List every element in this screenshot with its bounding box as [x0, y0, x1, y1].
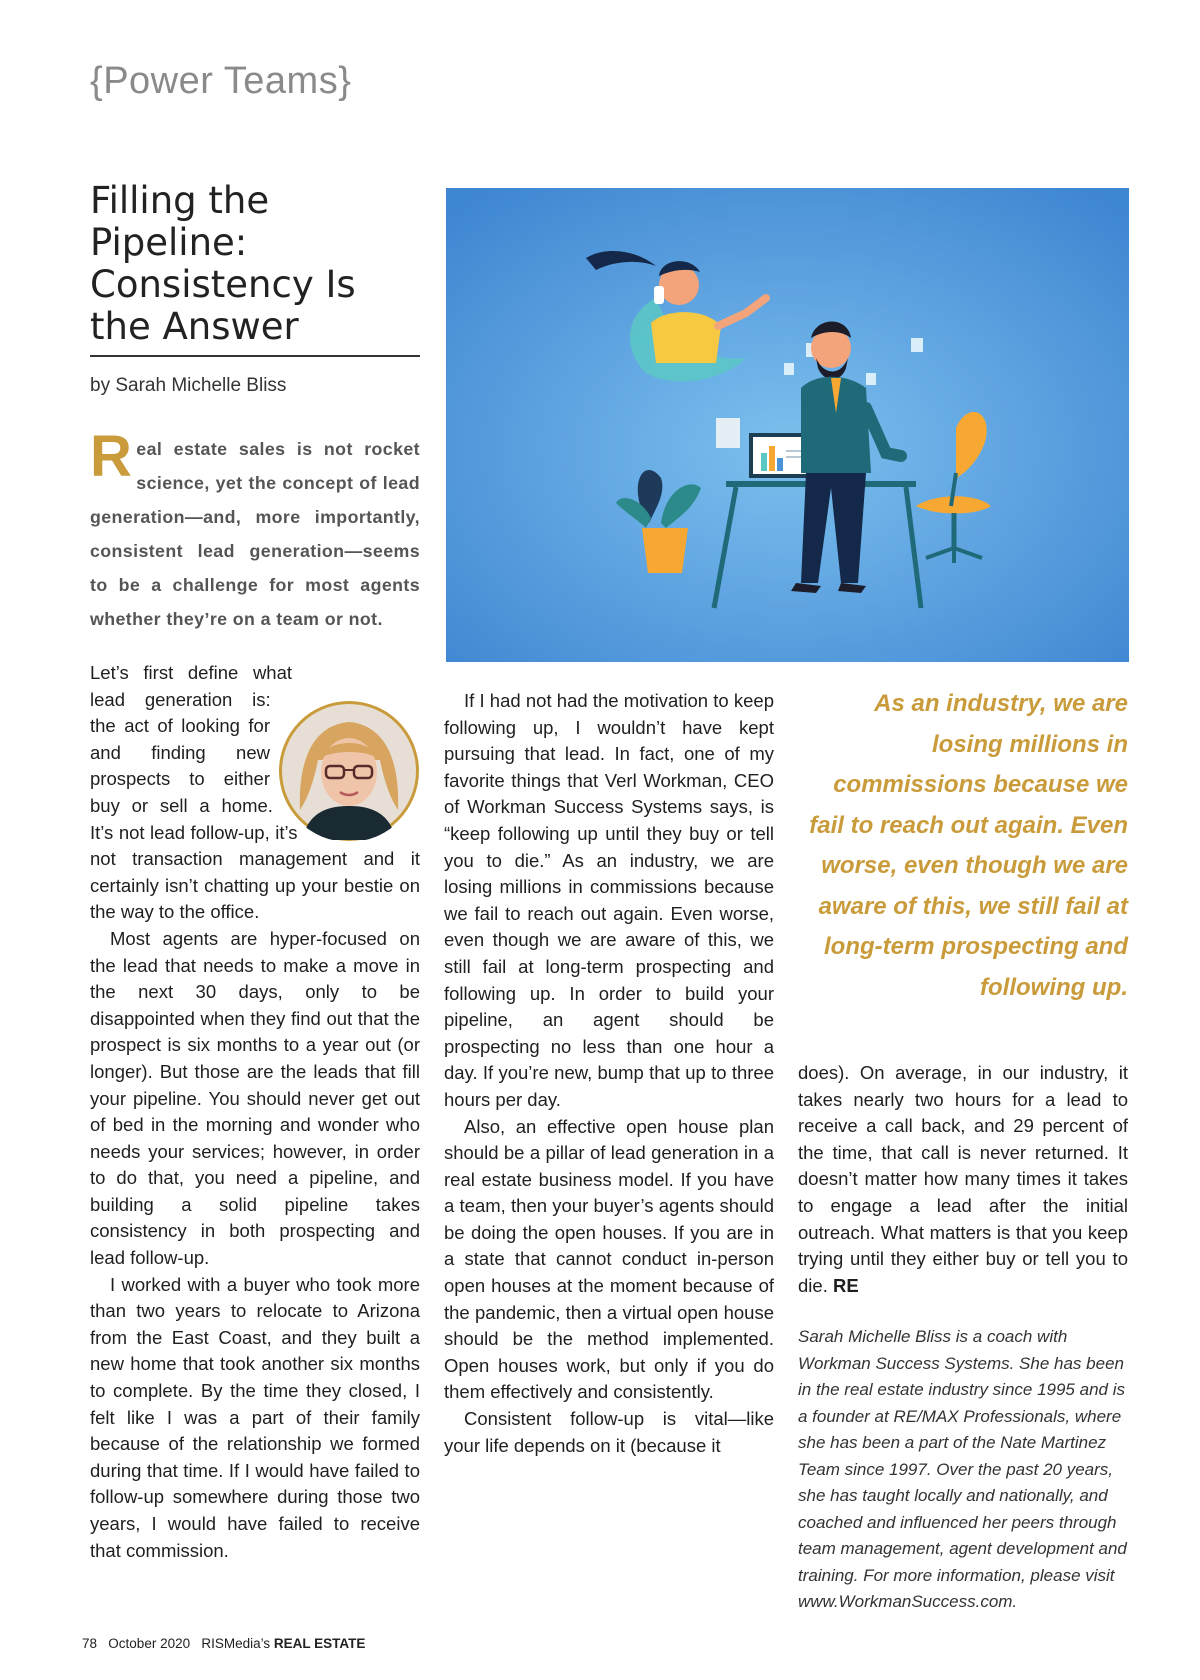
page-footer [82, 1636, 365, 1651]
title-divider [90, 355, 420, 357]
author-bio: Sarah Michelle Bliss is a coach with Workman Success Systems. She has been in the real estate industry since 1995 and is a founder at RE/MAX Professionals, where she has been a part of the Nate Martinez Team since 1997. Over the past 20 years, she has taught locally and nationally, and coached and influenced her peers through team management, agent development and training. For more information, please visit www.WorkmanSuccess.com. [798, 1327, 1127, 1611]
column-1 [90, 660, 420, 1564]
col2-paragraph-3: Consistent follow-up is vital—like your life depends on it (because it [444, 1408, 774, 1456]
col1-paragraph-3: I worked with a buyer who took more than two years to relocate to Arizona from the East Coast, and they built a new home that took another six months to complete. By the time they closed, I felt like I was a part of their family because of the relationship we formed during that time. If I would have failed to follow-up somewhere during those two years, I would have failed to receive that commission. [90, 1273, 420, 1561]
column-3 [798, 1060, 1128, 1299]
col3-paragraph-text: does). On average, in our industry, it takes nearly two hours for a lead to receive a call back, and 29 percent of the time, that call is never returned. It doesn’t matter how many times it takes to engage a lead after the initial outreach. What matters is that you keep trying until they either buy or tell you to die. [798, 1062, 1128, 1296]
pull-quote: As an industry, we are losing millions in commissions because we fail to reach out again. Even worse, even though we are aware of this, we still fail at long-term prospecting and following up. [809, 690, 1128, 1001]
end-mark: RE [832, 1274, 859, 1296]
magazine-brand: REAL ESTATE [273, 1636, 366, 1651]
col2-paragraph-2: Also, an effective open house plan should be a pillar of lead generation in a real estate business model. If you have a team, then your buyer’s agents should be doing the open houses. If you are in a state that cannot conduct in-person open houses at the moment because of the pandemic, then a virtual open house should be the method implemented. Open houses work, but only if you do them effectively and consistently. [444, 1115, 774, 1403]
issue-date: October 2020 [108, 1636, 191, 1651]
col1-paragraph-2: Most agents are hyper-focused on the lead that needs to make a move in the next 30 days, only to be disappointed when they find out that the prospect is six months to a year out (or longer). But those are the leads that fill your pipeline. You should never get out of bed in the morning and wonder who needs your services; however, in order to do that, you need a pipeline, and building a solid pipeline takes consistency in both prospecting and lead follow-up. [90, 927, 420, 1269]
section-label: {Power Teams} [90, 60, 352, 102]
author-portrait [278, 700, 420, 842]
col1-paragraph-1: Let’s first define what lead generation is: the act of looking for and finding new prospects to either buy or sell a home. It’s not lead follow-up, it’s not transaction management and it certainly isn’t chatting up your bestie on the way to the office. [90, 662, 420, 923]
col3-paragraph-1 [798, 1060, 1128, 1299]
column-2 [444, 688, 774, 1459]
article-title: Filling the Pipeline: Consistency Is the Answer [90, 179, 356, 348]
drop-cap: R [90, 424, 133, 489]
publisher-name: RISMedia’s [201, 1636, 271, 1651]
byline: by Sarah Michelle Bliss [90, 375, 287, 396]
hero-illustration [446, 188, 1129, 662]
intro-text: eal estate sales is not rocket science, yet the concept of lead generation—and, more importantly, consistent lead generation—seems to be a challenge for most agents whether they’re on a team or not. [90, 439, 420, 629]
page-number: 78 [82, 1636, 98, 1651]
intro-paragraph [90, 424, 420, 636]
col2-paragraph-1: If I had not had the motivation to keep following up, I wouldn’t have kept pursuing that lead. In fact, one of my favorite things that Verl Workman, CEO of Workman Success Systems says, is “keep following up until they buy or tell you to die.” As an industry, we are losing millions in commissions because we fail to reach out again. Even worse, even though we are aware of this, we still fail at long-term prospecting and following up. In order to build your pipeline, an agent should be prospecting no less than one hour a day. If you’re new, bump that up to three hours per day. [444, 690, 774, 1110]
